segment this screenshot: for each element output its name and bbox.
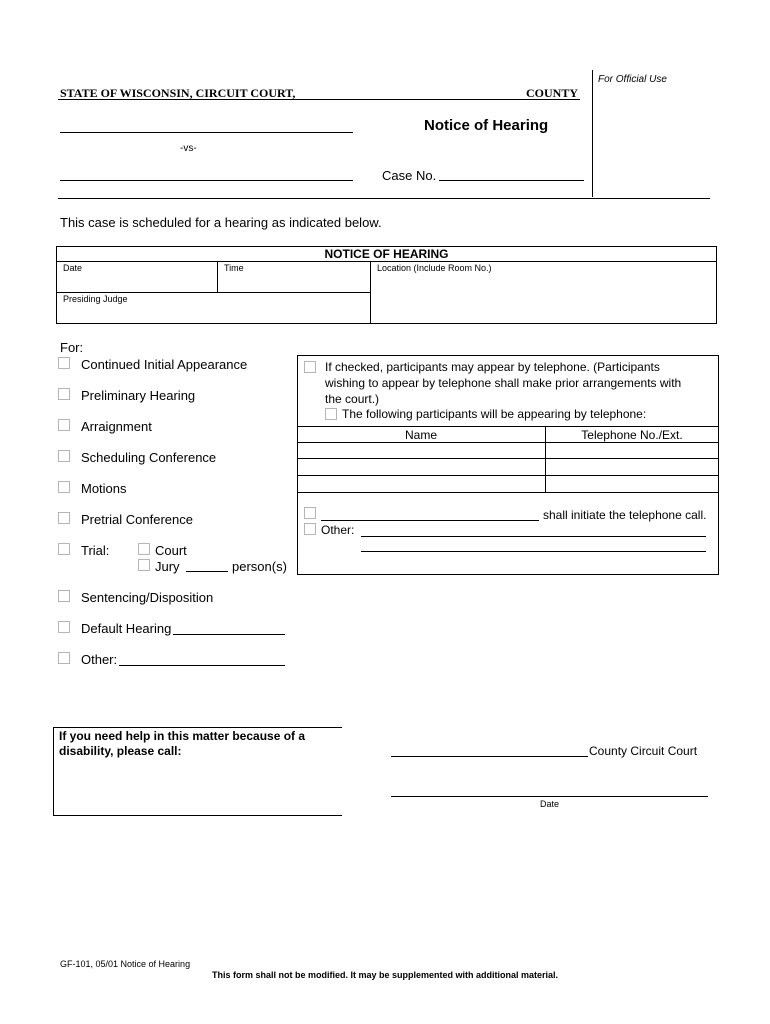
participants-col-divider [545, 426, 546, 492]
sentencing-label: Sentencing/Disposition [81, 590, 214, 605]
presiding-judge-label: Presiding Judge [63, 294, 128, 304]
telephone-text-1: If checked, participants may appear by telephone. (Participants [325, 360, 660, 374]
signature-date-label: Date [539, 799, 559, 809]
hearing-box-title: NOTICE OF HEARING [324, 247, 449, 261]
pretrial-conference-checkbox[interactable] [58, 512, 70, 524]
scheduling-conference-checkbox[interactable] [58, 450, 70, 462]
trial-checkbox[interactable] [58, 543, 70, 555]
other-hearing-label: Other: [81, 652, 118, 667]
motions-label: Motions [81, 481, 127, 496]
disability-box-left [53, 727, 54, 815]
other-hearing-line[interactable] [119, 665, 285, 666]
defendant-line[interactable] [60, 180, 353, 181]
initiate-call-checkbox[interactable] [304, 507, 316, 519]
intro-text: This case is scheduled for a hearing as indicated below. [60, 215, 382, 230]
trial-jury-checkbox[interactable] [138, 559, 150, 571]
participants-table-top [297, 426, 719, 427]
phone-other-label: Other: [321, 523, 355, 537]
arraignment-label: Arraignment [81, 419, 152, 434]
following-participants-label: The following participants will be appearing by telephone: [342, 407, 647, 421]
header-divider [58, 198, 710, 199]
telephone-checkbox[interactable] [304, 361, 316, 373]
date-label: Date [63, 263, 83, 273]
official-use-label: For Official Use [598, 74, 667, 85]
continued-initial-appearance-checkbox[interactable] [58, 357, 70, 369]
telephone-text-2: wishing to appear by telephone shall make prior arrangements with [325, 376, 682, 390]
county-court-line[interactable] [391, 756, 588, 757]
participants-row-4 [297, 492, 719, 493]
disability-box-bottom [53, 815, 342, 816]
following-participants-checkbox[interactable] [325, 408, 337, 420]
trial-court-label: Court [155, 543, 187, 558]
case-no-line[interactable] [439, 180, 584, 181]
initiate-call-line[interactable] [321, 520, 539, 521]
scheduling-conference-label: Scheduling Conference [81, 450, 217, 465]
footer-notice: This form shall not be modified. It may be supplemented with additional material. [211, 970, 559, 980]
disability-text-2: disability, please call: [59, 744, 182, 758]
form-title: Notice of Hearing [424, 117, 549, 134]
county-field-line[interactable] [58, 99, 580, 100]
col-name-header: Name [404, 428, 437, 442]
phone-other-checkbox[interactable] [304, 523, 316, 535]
default-hearing-line[interactable] [173, 634, 285, 635]
participants-row-3 [297, 475, 719, 476]
preliminary-hearing-label: Preliminary Hearing [81, 388, 196, 403]
participants-row-2 [297, 458, 719, 459]
sentencing-checkbox[interactable] [58, 590, 70, 602]
trial-label: Trial: [81, 543, 110, 558]
time-label: Time [224, 263, 244, 273]
judge-divider [56, 292, 370, 293]
county-circuit-court-label: County Circuit Court [589, 744, 698, 758]
disability-box-top [53, 727, 342, 728]
trial-jury-label: Jury [155, 559, 180, 574]
location-divider [370, 261, 371, 324]
persons-label: person(s) [232, 559, 287, 574]
initiate-call-label: shall initiate the telephone call. [543, 508, 707, 522]
official-use-divider [592, 70, 593, 197]
form-id: GF-101, 05/01 Notice of Hearing [60, 959, 191, 969]
case-no-label: Case No. [382, 168, 437, 183]
date-time-divider [217, 261, 218, 292]
continued-initial-appearance-label: Continued Initial Appearance [81, 357, 248, 372]
jury-count-line[interactable] [186, 571, 228, 572]
telephone-text-3: the court.) [325, 392, 380, 406]
vs-label: -vs- [180, 143, 197, 154]
default-hearing-checkbox[interactable] [58, 621, 70, 633]
disability-text-1: If you need help in this matter because of a [59, 729, 306, 743]
court-title: STATE OF WISCONSIN, CIRCUIT COURT, [60, 86, 296, 100]
col-phone-header: Telephone No./Ext. [581, 428, 683, 442]
trial-court-checkbox[interactable] [138, 543, 150, 555]
arraignment-checkbox[interactable] [58, 419, 70, 431]
county-label: COUNTY [526, 86, 579, 100]
preliminary-hearing-checkbox[interactable] [58, 388, 70, 400]
default-hearing-label: Default Hearing [81, 621, 172, 636]
signature-date-line[interactable] [391, 796, 708, 797]
other-hearing-checkbox[interactable] [58, 652, 70, 664]
plaintiff-line[interactable] [60, 132, 353, 133]
phone-other-line-2[interactable] [361, 551, 706, 552]
hearing-title-divider [56, 261, 717, 262]
motions-checkbox[interactable] [58, 481, 70, 493]
participants-row-1 [297, 442, 719, 443]
for-label: For: [60, 340, 84, 355]
pretrial-conference-label: Pretrial Conference [81, 512, 193, 527]
phone-other-line-1[interactable] [361, 536, 706, 537]
location-label: Location (Include Room No.) [377, 263, 492, 273]
